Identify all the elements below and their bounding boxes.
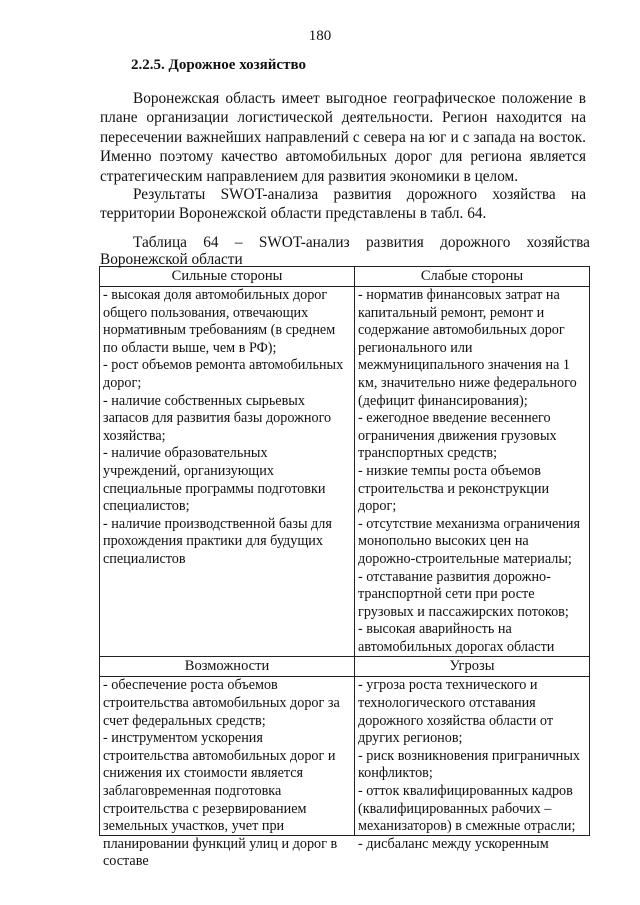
strength-item: - наличие образовательных учреждений, организующих специальные программы подготовки специалистов; (103, 445, 326, 515)
caption-word: хозяйства (526, 234, 590, 251)
strength-item: - наличие собственных сырьевых запасов для развития базы дорожного хозяйства; (103, 392, 332, 444)
caption-line-2: Воронежской области (100, 251, 243, 268)
weakness-item: - ежегодное введение весеннего ограничения движения грузовых транспортных средств; (358, 410, 557, 462)
table-row (100, 287, 590, 657)
threat-item: - угроза роста технического и технологического отставания дорожного хозяйства области от других регионов; (358, 677, 554, 747)
threats-cell (355, 677, 590, 852)
strengths-header: Сильные стороны (100, 267, 355, 287)
weakness-item: - отставание развития дорожно-транспортной сети при росте грузовых и пассажирских потоков; (358, 568, 569, 620)
opportunity-item: - инструментом ускорения строительства автомобильных дорог и снижения их стоимости является заблаговременная подготовка строительства с резервированием земельных участков, учет при планировании функций улиц и дорог в составе (103, 730, 338, 870)
caption-word: развития (365, 234, 424, 251)
caption-word: SWOT-анализ (258, 234, 350, 251)
weakness-item: - низкие темпы роста объемов строительства и реконструкции дорог; (358, 462, 550, 515)
caption-word: Таблица (133, 234, 187, 251)
strength-item: - наличие производственной базы для прохождения практики для будущих специалистов (103, 515, 332, 567)
strengths-cell (100, 287, 355, 657)
swot-table (99, 266, 590, 870)
table-row (100, 657, 590, 677)
weakness-item: - норматив финансовых затрат на капитальный ремонт, ремонт и содержание автомобильных дорог регионального или межмуниципального значения на 1 км, значительно ниже федерального (дефицит финансирования); (358, 287, 577, 409)
threats-header: Угрозы (355, 657, 590, 677)
swot-reference-paragraph: Результаты SWOT-анализа развития дорожного хозяйства на территории Воронежской области представлены в табл. 64. (100, 186, 586, 223)
weaknesses-header: Слабые стороны (355, 267, 590, 287)
threat-item: - дисбаланс между ускоренным (358, 835, 549, 852)
section-heading: 2.2.5. Дорожное хозяйство (131, 57, 306, 73)
intro-paragraph: Воронежская область имеет выгодное географическое положение в плане организации логистической деятельности. Регион находится на пересечении важнейших направлений с севера на юг и с запада на восток. Именно поэтому качество автомобильных дорог для региона является стратегическим направлением для развития экономики в целом. (100, 90, 586, 185)
caption-word: – (234, 234, 243, 251)
caption-word: 64 (203, 234, 219, 251)
strength-item: - рост объемов ремонта автомобильных дорог; (103, 357, 344, 391)
table-row (100, 677, 590, 836)
strength-item: - высокая доля автомобильных дорог общего пользования, отвечающих нормативным требованиям (в среднем по области выше, чем в РФ); (103, 287, 336, 356)
weaknesses-cell (355, 287, 590, 657)
threat-item: - риск возникновения приграничных конфликтов; (358, 747, 580, 782)
weakness-item: - высокая аварийность на автомобильных дорогах области (358, 621, 555, 655)
caption-line-1 (100, 234, 590, 251)
opportunities-header: Возможности (100, 657, 355, 677)
threat-item: - отток квалифицированных кадров (квалифицированных рабочих – механизаторов) в смежные отрасли; (358, 783, 576, 835)
page-number: 180 (308, 28, 332, 44)
opportunities-cell (100, 677, 355, 870)
table-row (100, 267, 590, 287)
weakness-item: - отсутствие механизма ограничения монопольно высоких цен на дорожно-строительные материалы; (358, 515, 580, 567)
caption-word: дорожного (440, 234, 511, 251)
table-caption (100, 234, 590, 268)
opportunity-item: - обеспечение роста объемов строительства автомобильных дорог за счет федеральных средств; (103, 677, 340, 729)
